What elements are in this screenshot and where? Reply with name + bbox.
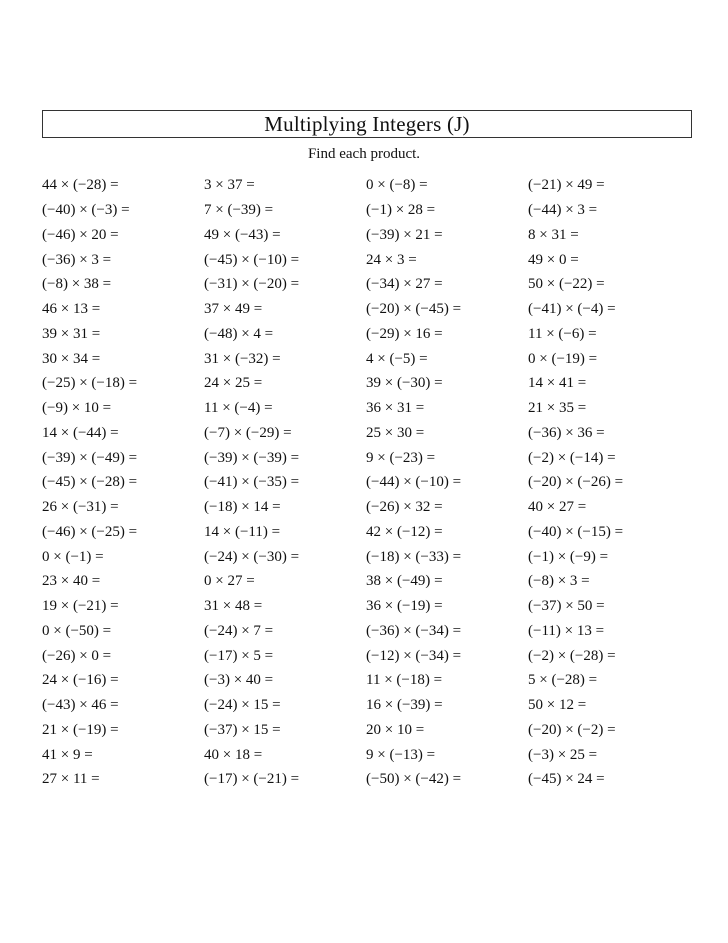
problem: (−46) × 20 = bbox=[42, 226, 119, 243]
problem: (−24) × (−30) = bbox=[204, 548, 300, 565]
worksheet-title: Multiplying Integers (J) bbox=[264, 112, 470, 136]
problem: 14 × (−44) = bbox=[42, 424, 119, 441]
problem-row bbox=[42, 470, 690, 495]
problem: (−40) × (−3) = bbox=[42, 202, 130, 219]
problem: (−17) × (−21) = bbox=[204, 771, 300, 788]
problem: 27 × 11 = bbox=[42, 771, 100, 788]
problem: (−46) × (−25) = bbox=[42, 523, 138, 540]
problem: (−24) × 15 = bbox=[204, 697, 281, 714]
problem: 8 × 31 = bbox=[528, 226, 579, 243]
problem: (−20) × (−26) = bbox=[528, 474, 624, 491]
problem: (−20) × (−45) = bbox=[366, 301, 462, 318]
problem: (−1) × 28 = bbox=[366, 202, 436, 219]
problem: 11 × (−18) = bbox=[366, 672, 443, 689]
problem: (−39) × 21 = bbox=[366, 226, 443, 243]
problem: 40 × 18 = bbox=[204, 746, 263, 763]
problem: 24 × (−16) = bbox=[42, 672, 119, 689]
problem: (−34) × 27 = bbox=[366, 276, 443, 293]
problem: 0 × (−19) = bbox=[528, 350, 598, 367]
problem: (−45) × (−10) = bbox=[204, 251, 300, 268]
problem: (−2) × (−14) = bbox=[528, 449, 616, 466]
problem-row bbox=[42, 371, 690, 396]
problem: (−17) × 5 = bbox=[204, 647, 274, 664]
problem: 5 × (−28) = bbox=[528, 672, 598, 689]
problem: 49 × 0 = bbox=[528, 251, 579, 268]
problem: 0 × (−8) = bbox=[366, 177, 428, 194]
problem: (−45) × (−28) = bbox=[42, 474, 138, 491]
problem: (−3) × 40 = bbox=[204, 672, 274, 689]
problem: (−37) × 50 = bbox=[528, 598, 605, 615]
problem-row bbox=[42, 198, 690, 223]
problem: 3 × 37 = bbox=[204, 177, 255, 194]
problem: (−21) × 49 = bbox=[528, 177, 605, 194]
problem-row bbox=[42, 346, 690, 371]
problem: (−25) × (−18) = bbox=[42, 375, 138, 392]
problem: 31 × 48 = bbox=[204, 598, 263, 615]
problem: (−48) × 4 = bbox=[204, 325, 274, 342]
problem-row bbox=[42, 445, 690, 470]
problem: 41 × 9 = bbox=[42, 746, 93, 763]
problem: 4 × (−5) = bbox=[366, 350, 428, 367]
problem: 11 × (−6) = bbox=[528, 325, 597, 342]
problem: (−12) × (−34) = bbox=[366, 647, 462, 664]
problem-row bbox=[42, 742, 690, 767]
problem-row bbox=[42, 173, 690, 198]
problem: 36 × 31 = bbox=[366, 400, 425, 417]
problem: 37 × 49 = bbox=[204, 301, 263, 318]
problem-row bbox=[42, 247, 690, 272]
problem: (−26) × 32 = bbox=[366, 499, 443, 516]
problem-row bbox=[42, 693, 690, 718]
problem-row bbox=[42, 520, 690, 545]
problem: (−18) × 14 = bbox=[204, 499, 281, 516]
problem: (−31) × (−20) = bbox=[204, 276, 300, 293]
problem-row bbox=[42, 767, 690, 792]
problem: 7 × (−39) = bbox=[204, 202, 274, 219]
problem: (−44) × (−10) = bbox=[366, 474, 462, 491]
problem-row bbox=[42, 421, 690, 446]
problem-row bbox=[42, 322, 690, 347]
problem: 42 × (−12) = bbox=[366, 523, 443, 540]
problem: 50 × 12 = bbox=[528, 697, 587, 714]
problem-row bbox=[42, 223, 690, 248]
problem: 16 × (−39) = bbox=[366, 697, 443, 714]
problem: 0 × 27 = bbox=[204, 573, 255, 590]
problem: 21 × 35 = bbox=[528, 400, 587, 417]
problem-row bbox=[42, 668, 690, 693]
title-box bbox=[42, 110, 692, 138]
problem: 50 × (−22) = bbox=[528, 276, 605, 293]
problem: 30 × 34 = bbox=[42, 350, 101, 367]
problem: (−8) × 3 = bbox=[528, 573, 590, 590]
problem: 9 × (−13) = bbox=[366, 746, 436, 763]
problem: 9 × (−23) = bbox=[366, 449, 436, 466]
problem: (−8) × 38 = bbox=[42, 276, 112, 293]
problem-row bbox=[42, 643, 690, 668]
problem: (−3) × 25 = bbox=[528, 746, 598, 763]
problem: 0 × (−1) = bbox=[42, 548, 104, 565]
problem: (−50) × (−42) = bbox=[366, 771, 462, 788]
problem: 39 × (−30) = bbox=[366, 375, 443, 392]
problem: 36 × (−19) = bbox=[366, 598, 443, 615]
problem: (−26) × 0 = bbox=[42, 647, 112, 664]
problem: (−2) × (−28) = bbox=[528, 647, 616, 664]
problem: (−39) × (−39) = bbox=[204, 449, 300, 466]
problem-row bbox=[42, 495, 690, 520]
problem: (−43) × 46 = bbox=[42, 697, 119, 714]
problem-row bbox=[42, 544, 690, 569]
problem-row bbox=[42, 272, 690, 297]
problem: (−40) × (−15) = bbox=[528, 523, 624, 540]
problem: 21 × (−19) = bbox=[42, 721, 119, 738]
problem: 11 × (−4) = bbox=[204, 400, 273, 417]
problem: 14 × 41 = bbox=[528, 375, 587, 392]
instructions: Find each product. bbox=[307, 146, 421, 162]
problem: (−9) × 10 = bbox=[42, 400, 112, 417]
problem-grid bbox=[42, 173, 690, 792]
problem: 0 × (−50) = bbox=[42, 622, 112, 639]
problem: (−20) × (−2) = bbox=[528, 721, 616, 738]
problem: 14 × (−11) = bbox=[204, 523, 281, 540]
problem: (−29) × 16 = bbox=[366, 325, 443, 342]
problem: (−11) × 13 = bbox=[528, 622, 605, 639]
problem: (−45) × 24 = bbox=[528, 771, 605, 788]
problem: 26 × (−31) = bbox=[42, 499, 119, 516]
problem: 44 × (−28) = bbox=[42, 177, 119, 194]
problem: (−39) × (−49) = bbox=[42, 449, 138, 466]
problem-row bbox=[42, 619, 690, 644]
problem: (−36) × 3 = bbox=[42, 251, 112, 268]
problem: 24 × 3 = bbox=[366, 251, 417, 268]
problem: (−44) × 3 = bbox=[528, 202, 598, 219]
problem: 31 × (−32) = bbox=[204, 350, 281, 367]
problem-row bbox=[42, 718, 690, 743]
problem-row bbox=[42, 396, 690, 421]
problem: 24 × 25 = bbox=[204, 375, 263, 392]
problem: (−18) × (−33) = bbox=[366, 548, 462, 565]
problem: 20 × 10 = bbox=[366, 721, 425, 738]
problem-row bbox=[42, 297, 690, 322]
problem-row bbox=[42, 569, 690, 594]
problem: (−24) × 7 = bbox=[204, 622, 274, 639]
problem: 40 × 27 = bbox=[528, 499, 587, 516]
problem: 25 × 30 = bbox=[366, 424, 425, 441]
problem: (−41) × (−4) = bbox=[528, 301, 616, 318]
problem: 38 × (−49) = bbox=[366, 573, 443, 590]
problem: (−36) × 36 = bbox=[528, 424, 605, 441]
problem: (−41) × (−35) = bbox=[204, 474, 300, 491]
problem: (−37) × 15 = bbox=[204, 721, 281, 738]
problem: 19 × (−21) = bbox=[42, 598, 119, 615]
problem: 46 × 13 = bbox=[42, 301, 101, 318]
problem: (−1) × (−9) = bbox=[528, 548, 609, 565]
problem: 49 × (−43) = bbox=[204, 226, 281, 243]
problem: 23 × 40 = bbox=[42, 573, 101, 590]
problem: (−36) × (−34) = bbox=[366, 622, 462, 639]
problem: (−7) × (−29) = bbox=[204, 424, 292, 441]
problem-row bbox=[42, 594, 690, 619]
problem: 39 × 31 = bbox=[42, 325, 101, 342]
